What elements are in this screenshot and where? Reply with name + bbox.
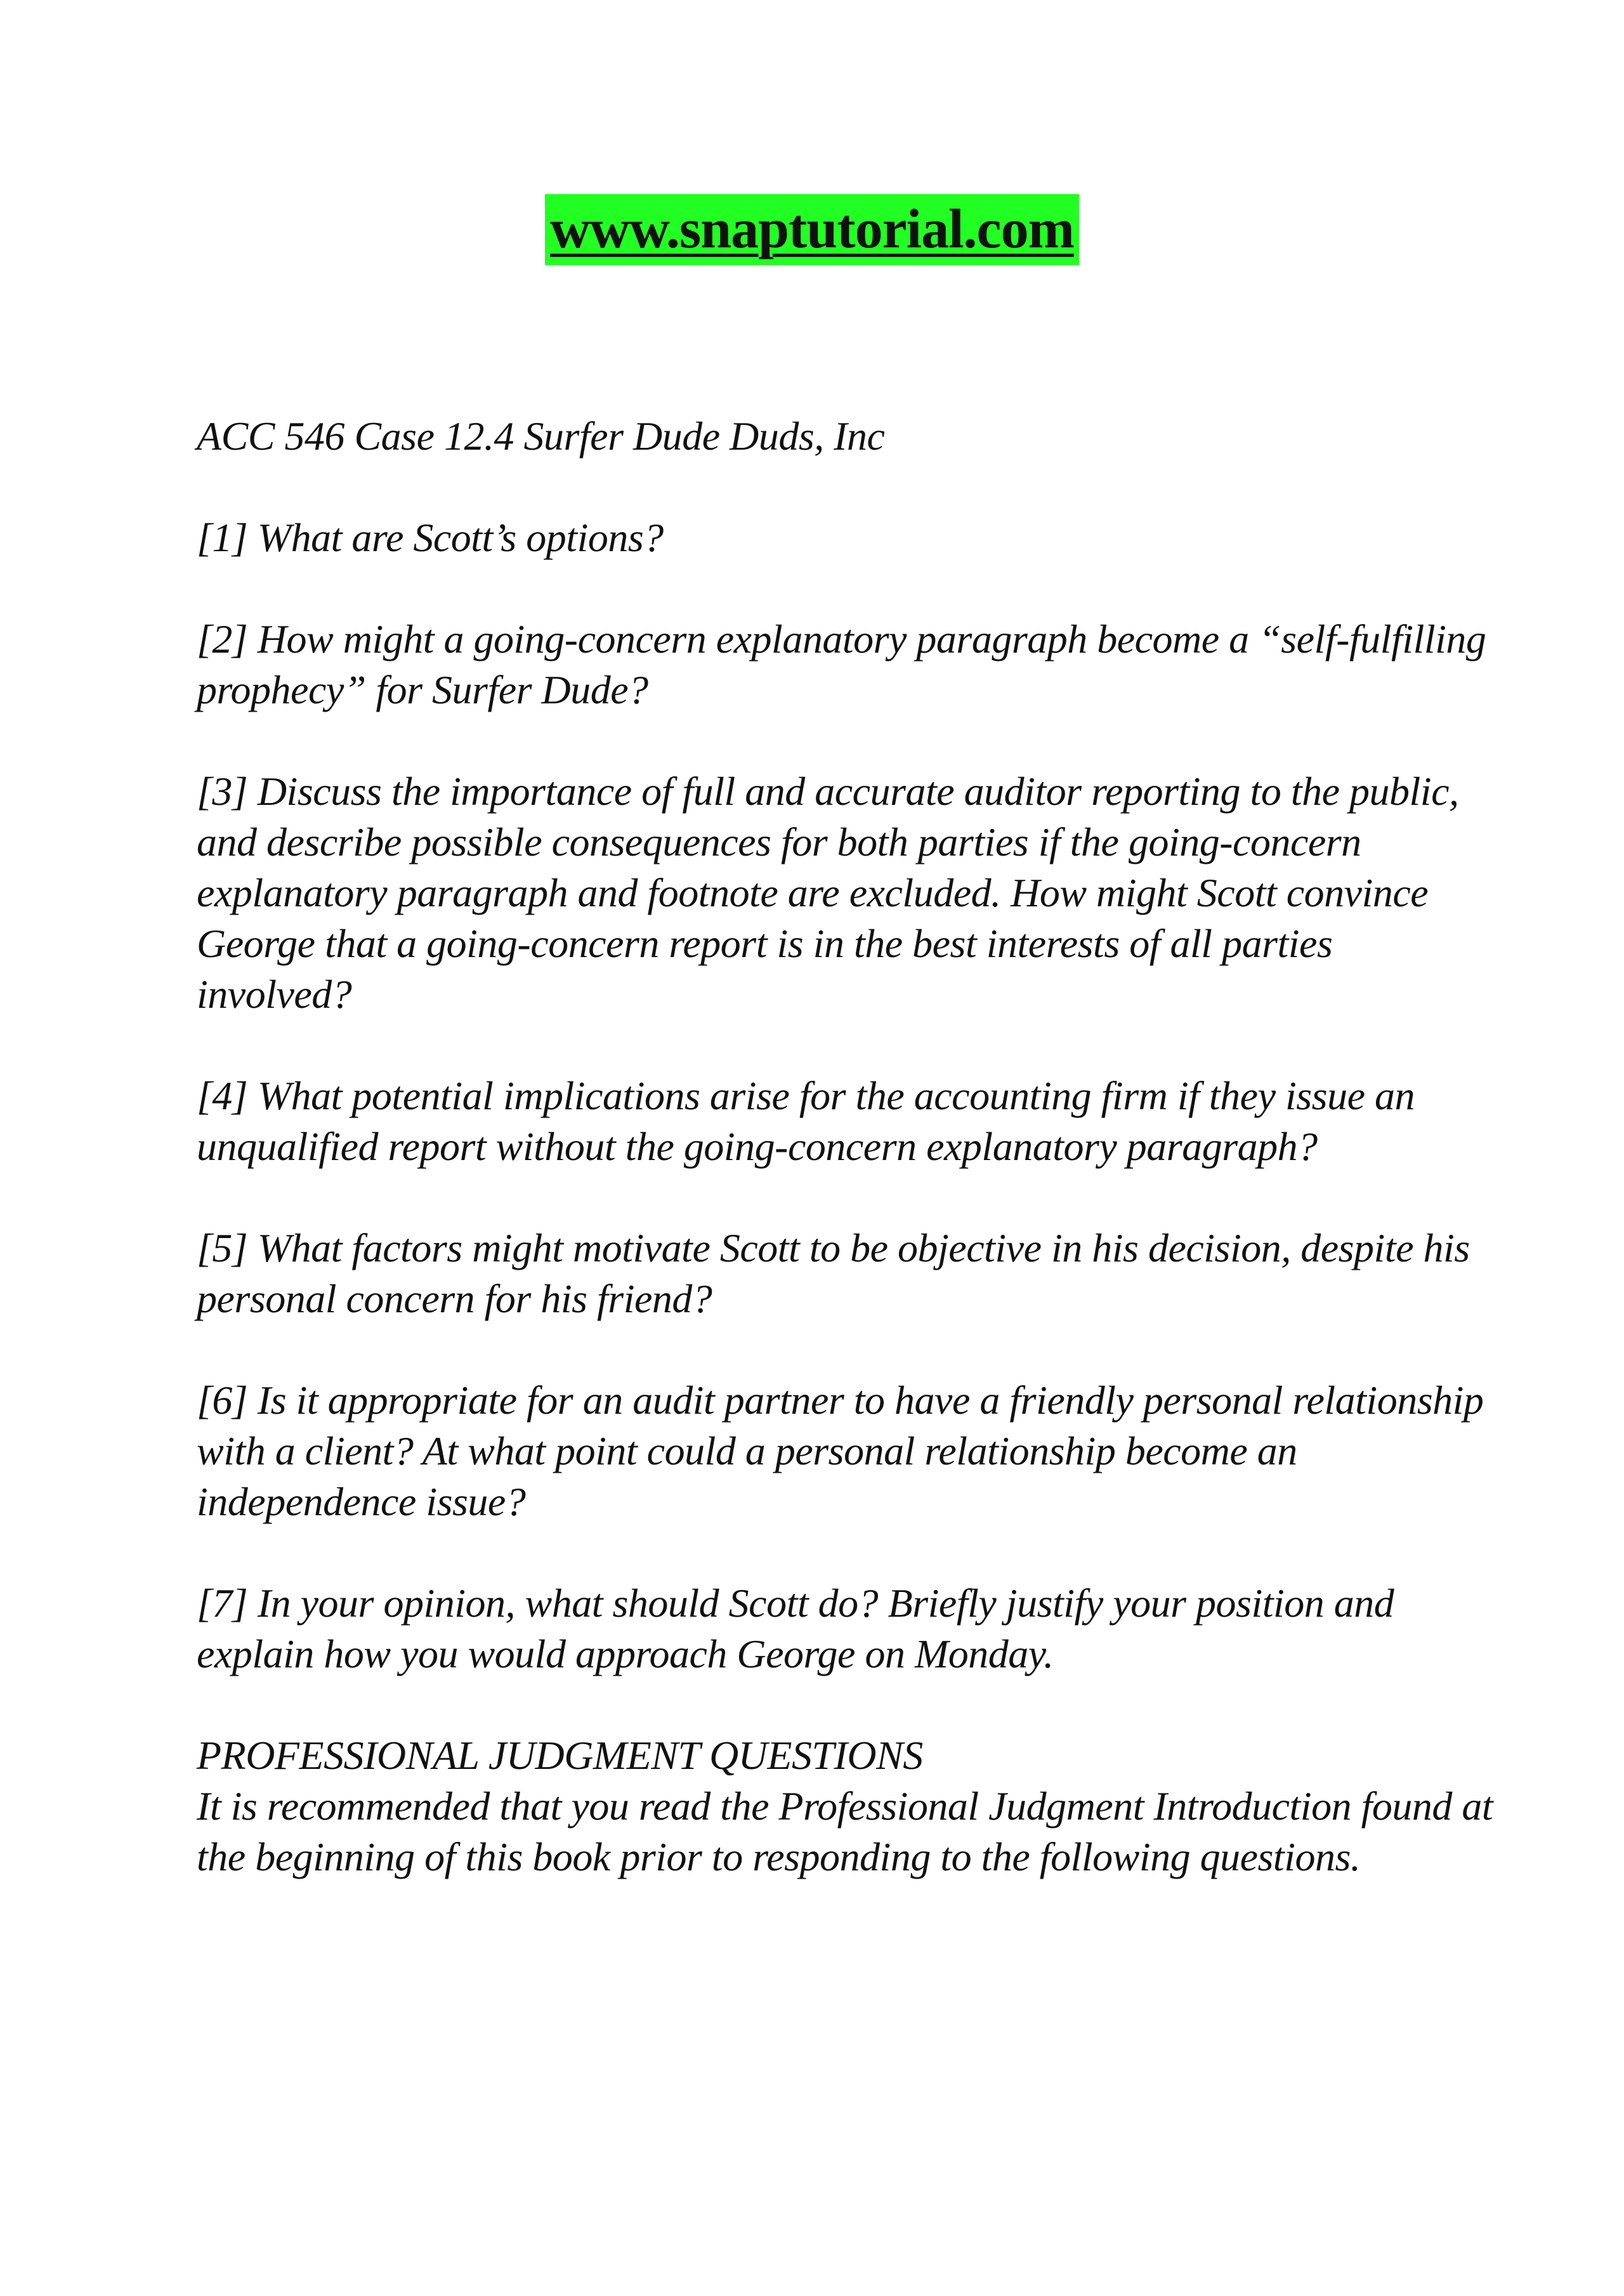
question-6: [6] Is it appropriate for an audit partner to have a friendly personal relationship with a client? At what point could a personal relationship become an independence issue? — [197, 1378, 1484, 1524]
question-1: [1] What are Scott’s options? — [197, 515, 664, 560]
site-banner — [0, 194, 1624, 265]
question-4: [4] What potential implications arise for the accounting firm if they issue an unqualified report without the going-concern explanatory paragraph? — [197, 1073, 1415, 1169]
question-2: [2] How might a going-concern explanatory paragraph become a “self-fulfilling prophecy” for Surfer Dude? — [197, 616, 1486, 712]
section-heading: PROFESSIONAL JUDGMENT QUESTIONS — [197, 1733, 923, 1778]
question-7: [7] In your opinion, what should Scott do? Briefly justify your position and explain how you would approach George on Monday. — [197, 1581, 1394, 1676]
section-intro: It is recommended that you read the Professional Judgment Introduction found at the beginning of this book prior to responding to the following questions. — [197, 1784, 1493, 1879]
question-5: [5] What factors might motivate Scott to be objective in his decision, despite his personal concern for his friend? — [197, 1225, 1470, 1321]
document-body — [197, 411, 1497, 1882]
document-title: ACC 546 Case 12.4 Surfer Dude Duds, Inc — [197, 414, 885, 459]
question-3: [3] Discuss the importance of full and accurate auditor reporting to the public, and describe possible consequences for both parties if the going-concern explanatory paragraph and footnote are excluded. How might Scott convince George that a going-concern report is in the best interests of all parties involved? — [197, 769, 1459, 1017]
site-link[interactable]: www.snaptutorial.com — [545, 194, 1079, 265]
